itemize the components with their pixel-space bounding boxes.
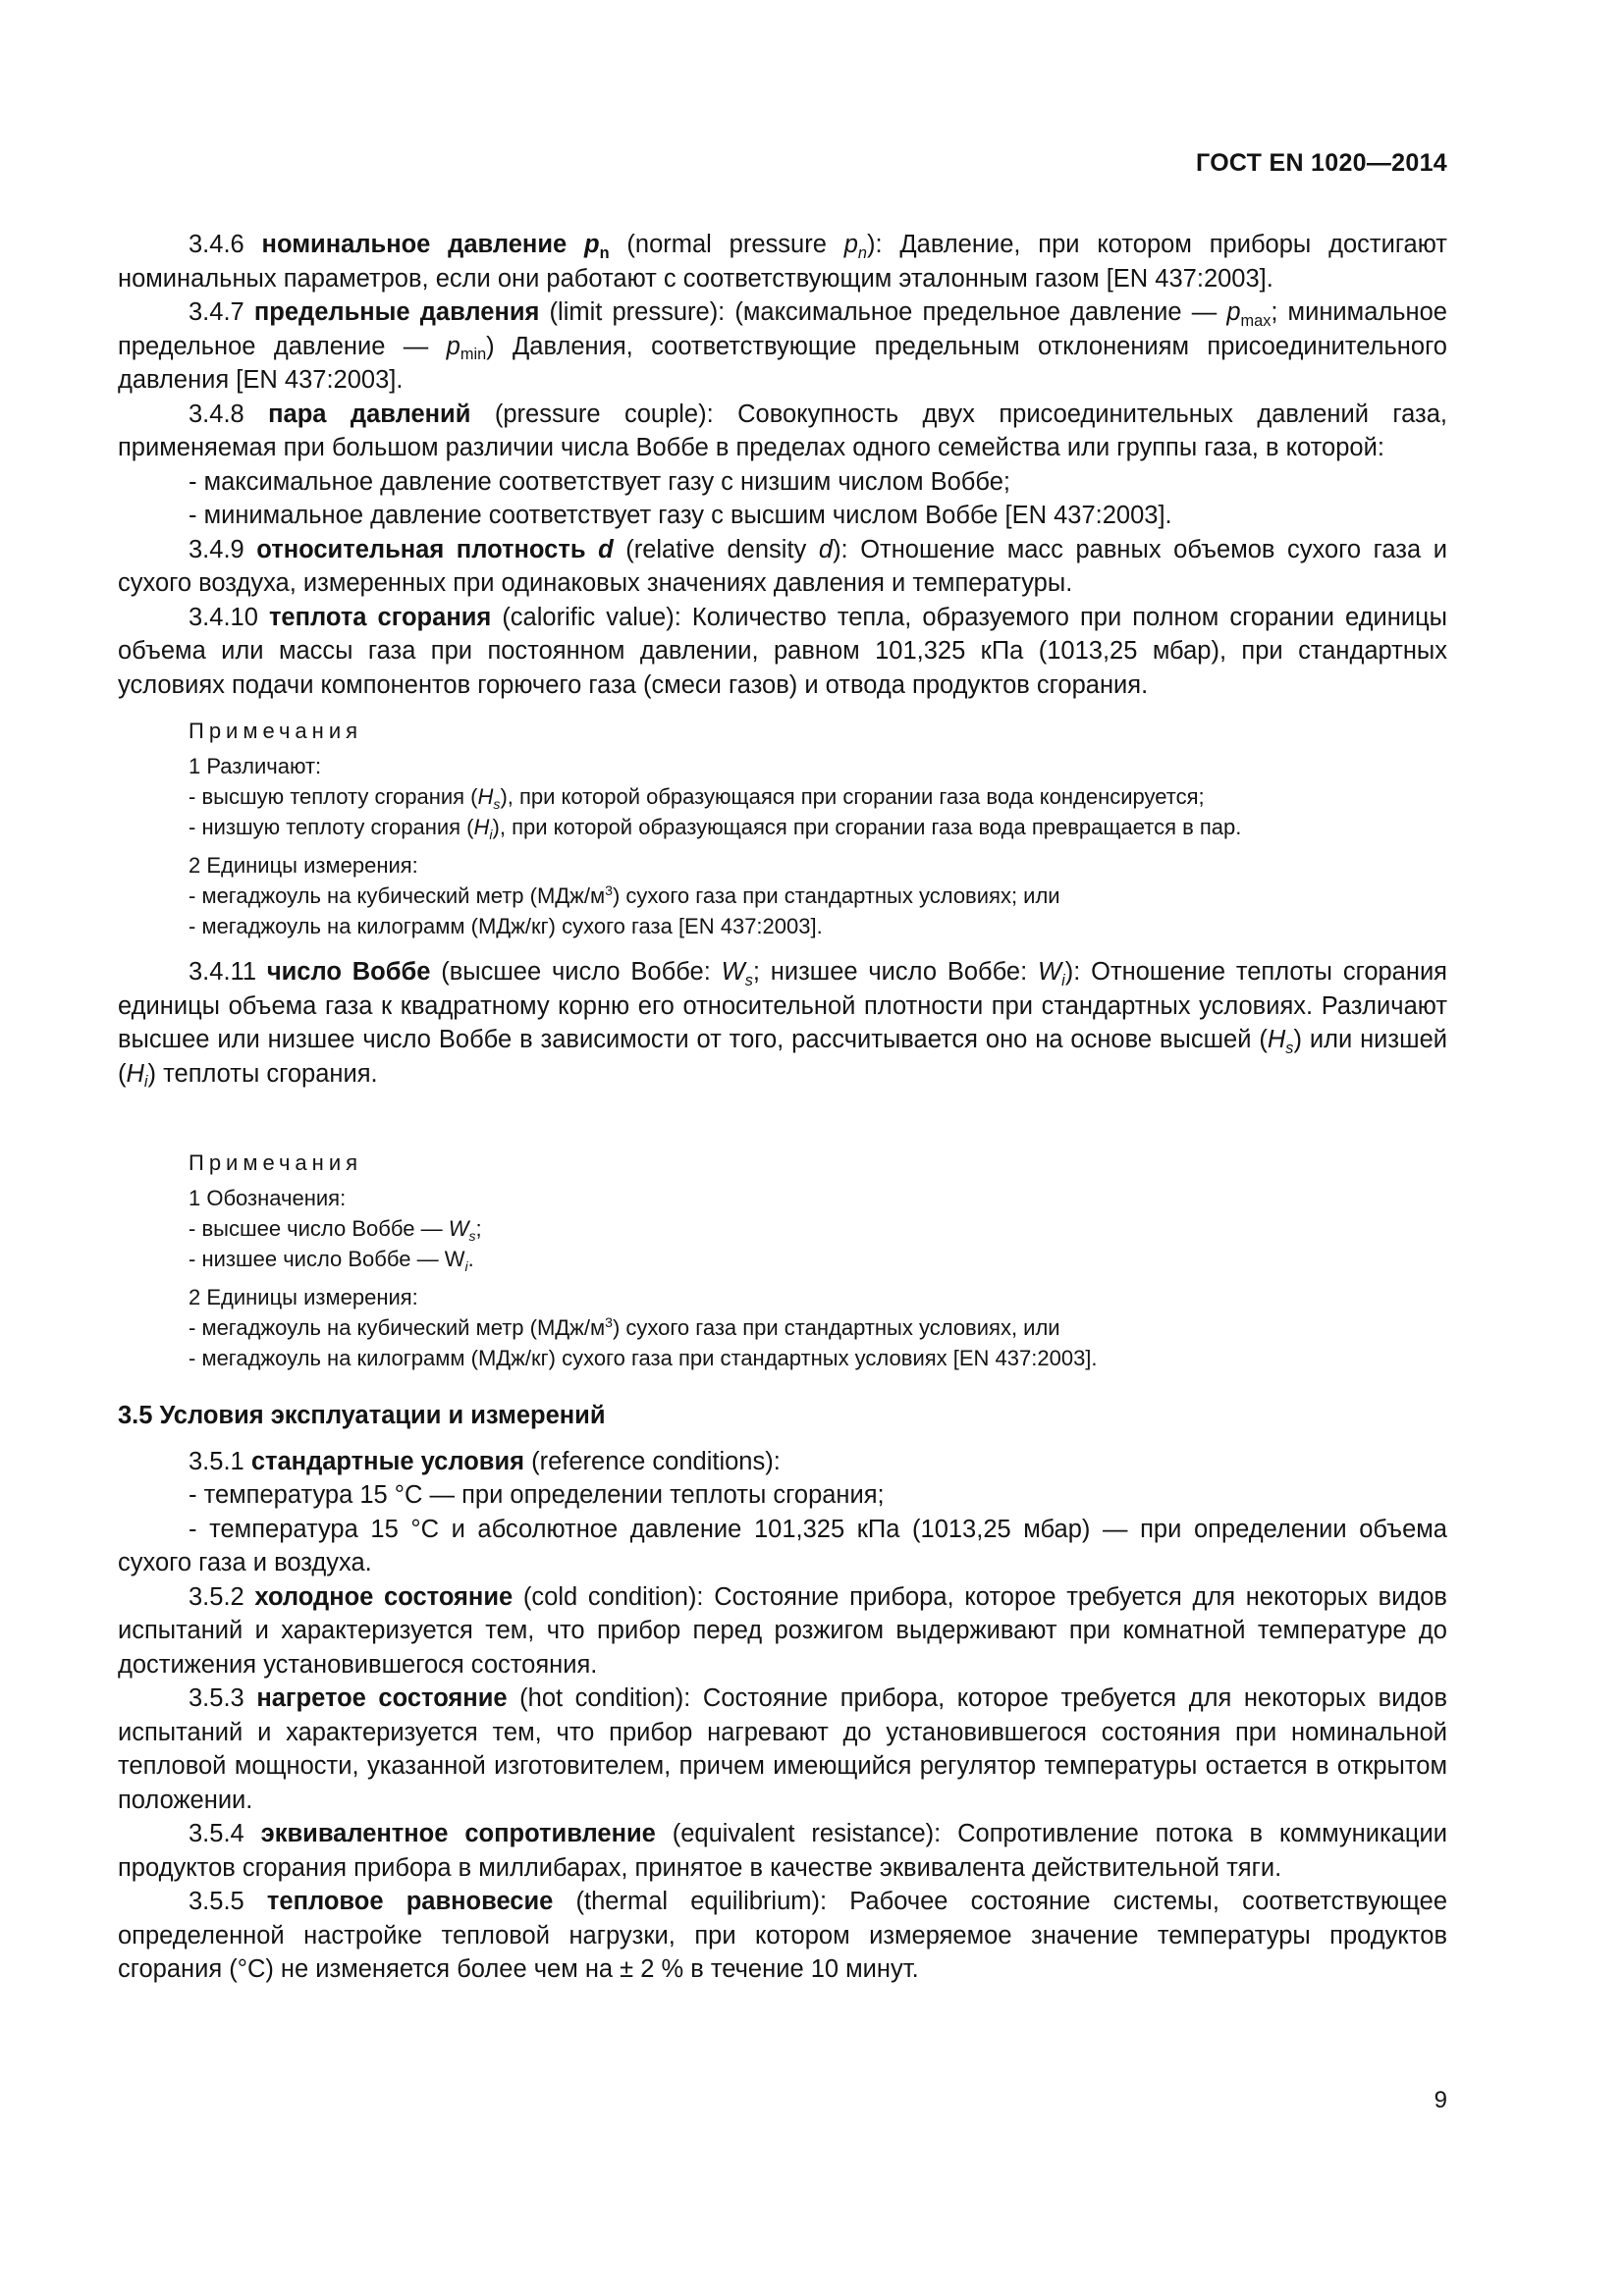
text: (calorific value): Количество тепла, образуемого при полном сгорании единицы объема или массы газа при постоянном давлении, равном 101,325 кПа (1013,25 мбар), при стандартных условиях подачи компонентов горючего газа (смеси газов) и отвода продуктов сгорания.	[118, 603, 1448, 699]
text: (hot condition): Состояние прибора, которое требуется для некоторых видов испытаний и характеризуется тем, что прибор нагревают до установившегося состояния при номинальной тепловой мощности, указанной изготовителем, причем имеющийся регулятор температуры остается в открытом положении.	[118, 1684, 1447, 1814]
subscript: s	[744, 971, 753, 989]
text: (relative density	[613, 535, 819, 563]
page-number: 9	[1434, 2087, 1447, 2113]
subscript: max	[1240, 311, 1272, 330]
term: тепловое равновесие	[266, 1888, 554, 1915]
clause-number: 3.5.1	[189, 1447, 251, 1475]
note-item	[189, 1213, 1447, 1244]
clause-3-5-1	[118, 1445, 1447, 1479]
term: теплота сгорания	[268, 603, 492, 631]
text: ): Отношение теплоты сгорания единицы объема газа к квадратному корню его относительной плотности при стандартных условиях. Различают высшее или низшее число Воббе в зависимости от того, рассчитывается оно на основе высшей (	[118, 958, 1447, 1053]
clause-number: 3.4.9	[189, 535, 257, 563]
symbol: p	[446, 332, 460, 360]
text: ): Отношение масс равных объемов сухого газа и сухого воздуха, измеренных при одинаковых значениях давления и температуры.	[118, 535, 1447, 597]
symbol: W	[721, 958, 745, 986]
term: холодное состояние	[254, 1582, 514, 1611]
text: (normal pressure	[609, 231, 844, 258]
superscript: 3	[605, 1314, 613, 1331]
text: (pressure couple): Совокупность двух присоединительных давлений газа, применяемая при большом различии числа Воббе в пределах одного семейства или группы газа, в которой:	[118, 400, 1447, 461]
text: (limit pressure): (максимальное предельное давление —	[539, 298, 1227, 326]
text: ), при которой образующаяся при сгорании газа вода конденсируется;	[500, 784, 1205, 809]
text: ;	[475, 1216, 482, 1241]
term: предельные давления	[253, 298, 540, 326]
subscript: s	[493, 795, 501, 812]
text: - высшее число Воббе —	[189, 1216, 449, 1241]
clause-number: 3.4.8	[189, 400, 269, 428]
section-heading-3-5: 3.5 Условия эксплуатации и измерений	[118, 1402, 606, 1429]
note-item	[189, 781, 1447, 812]
symbol: W	[448, 1216, 469, 1241]
clause-3-4-10	[118, 601, 1447, 703]
note-title: 2 Единицы измерения:	[189, 853, 418, 878]
term: стандартные условия	[250, 1447, 525, 1475]
clause-number: 3.4.11	[189, 958, 267, 986]
note-title: 1 Различают:	[189, 754, 322, 778]
subscript: min	[460, 346, 487, 364]
text: - низшее число Воббе — W	[189, 1247, 465, 1271]
symbol: H	[126, 1059, 144, 1088]
note-title: 2 Единицы измерения:	[189, 1285, 418, 1309]
subscript: s	[1285, 1039, 1294, 1057]
symbol: d	[818, 535, 834, 563]
subscript: n	[599, 243, 610, 262]
note-item: - мегаджоуль на килограмм (МДж/кг) сухого газа [EN 437:2003].	[189, 914, 823, 938]
subscript: i	[464, 1257, 468, 1274]
text: - высшую теплоту сгорания (	[189, 784, 478, 809]
text: ): Давление, при котором приборы достигают номинальных параметров, если они работают с соответствующим эталонным газом [EN 437:2003].	[118, 231, 1447, 293]
clause-3-4-11	[118, 955, 1447, 1091]
term: номинальное давление	[261, 231, 585, 258]
subscript: s	[468, 1227, 476, 1244]
clause-number: 3.5.4	[189, 1820, 261, 1847]
list-item: - температура 15 °С и абсолютное давление 101,325 кПа (1013,25 мбар) — при определении объема сухого газа и воздуха.	[118, 1515, 1447, 1576]
text: - низшую теплоту сгорания (	[189, 815, 474, 839]
symbol: d	[598, 535, 614, 563]
text: ) теплоты сгорания.	[147, 1059, 378, 1088]
text: (equivalent resistance): Сопротивление потока в коммуникации продуктов сгорания прибора в миллибарах, принятое в качестве эквивалента действительной тяги.	[118, 1820, 1447, 1882]
term: нагретое состояние	[256, 1684, 508, 1712]
symbol: p	[843, 231, 858, 258]
clause-number: 3.5.2	[189, 1582, 255, 1611]
term: эквивалентное сопротивление	[260, 1820, 656, 1847]
note-item	[189, 1312, 1447, 1343]
note-item	[189, 812, 1447, 842]
subscript: n	[857, 243, 867, 262]
clause-3-4-7	[118, 295, 1447, 398]
clause-3-4-9	[118, 533, 1447, 601]
document-header-title: ГОСТ EN 1020—2014	[1196, 149, 1447, 177]
text: ), при которой образующаяся при сгорании газа вода превращается в пар.	[492, 815, 1242, 839]
clause-number: 3.4.6	[189, 231, 262, 258]
list-item: - температура 15 °С — при определении теплоты сгорания;	[189, 1481, 885, 1509]
text: ) или низшей (	[118, 1026, 1447, 1088]
list-item: - минимальное давление соответствует газу с высшим числом Воббе [EN 437:2003].	[189, 502, 1172, 529]
note-item: - мегаджоуль на килограмм (МДж/кг) сухого газа при стандартных условиях [EN 437:2003].	[189, 1346, 1098, 1370]
note-item	[189, 1244, 1447, 1274]
symbol: H	[473, 815, 490, 839]
text: (cold condition): Состояние прибора, которое требуется для некоторых видов испытаний и характеризуется тем, что прибор перед розжигом выдерживают при комнатной температуре до достижения установившегося состояния.	[118, 1582, 1447, 1679]
text: ) сухого газа при стандартных условиях, или	[612, 1315, 1060, 1340]
text: - мегаджоуль на кубический метр (МДж/м	[189, 883, 606, 908]
clause-3-5-3	[118, 1682, 1447, 1817]
text: .	[467, 1247, 474, 1271]
symbol: p	[584, 231, 600, 258]
subscript: i	[489, 826, 493, 842]
clause-number: 3.5.5	[189, 1888, 267, 1915]
clause-number: 3.4.7	[189, 298, 254, 326]
document-body	[118, 228, 1447, 1987]
clause-number: 3.5.3	[189, 1684, 257, 1712]
text: (высшее число Воббе:	[430, 958, 722, 986]
clause-3-4-6	[118, 228, 1447, 295]
list-item: - максимальное давление соответствует газу с низшим числом Воббе;	[189, 467, 1010, 496]
superscript: 3	[605, 882, 613, 899]
notes-header: Примечания	[189, 1150, 363, 1175]
text: ; низшее число Воббе:	[752, 958, 1039, 986]
note-item	[189, 881, 1447, 911]
note-title: 1 Обозначения:	[189, 1186, 347, 1210]
text: ) сухого газа при стандартных условиях; или	[612, 883, 1060, 908]
clause-number: 3.4.10	[189, 603, 269, 631]
clause-3-5-2	[118, 1580, 1447, 1682]
subscript: i	[143, 1073, 148, 1092]
term: число Воббе	[266, 958, 431, 986]
notes-header: Примечания	[189, 719, 363, 743]
text: ) Давления, соответствующие предельным отклонениям присоединительного давления [EN 437:2003].	[118, 332, 1447, 394]
term: относительная плотность	[256, 535, 599, 563]
text: (thermal equilibrium): Рабочее состояние системы, соответствующее определенной настройке тепловой нагрузки, при котором измеряемое значение температуры продуктов сгорания (°С) не изменяется более чем на ± 2 % в течение 10 минут.	[118, 1888, 1448, 1983]
clause-3-5-5	[118, 1885, 1447, 1987]
subscript: i	[1061, 971, 1065, 989]
term: пара давлений	[268, 400, 471, 428]
notes-block	[189, 716, 1447, 941]
symbol: p	[1226, 298, 1241, 326]
symbol: H	[477, 784, 494, 809]
notes-block	[189, 1148, 1447, 1373]
text: ; минимальное предельное давление —	[118, 298, 1447, 360]
symbol: H	[1267, 1026, 1286, 1053]
clause-3-4-8	[118, 398, 1447, 465]
clause-3-5-4	[118, 1817, 1447, 1885]
text: - мегаджоуль на кубический метр (МДж/м	[189, 1315, 606, 1340]
symbol: W	[1038, 958, 1062, 986]
text: (reference conditions):	[524, 1447, 781, 1475]
